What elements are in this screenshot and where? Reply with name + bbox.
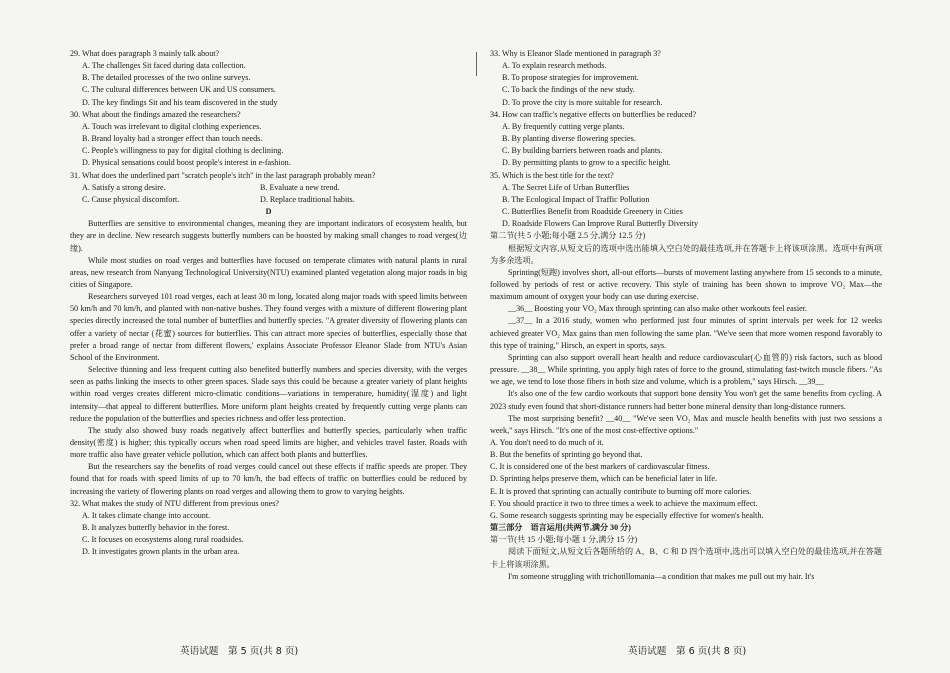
question-line: A. To explain research methods. [502, 61, 607, 71]
question-line: D. To prove the city is more suitable for research. [502, 97, 663, 107]
q31-options-row [70, 182, 467, 194]
passage-paragraph: __37__ In a 2016 study, women who performed just four minutes of sprint intervals per week for 12 weeks achieved greater VO₂ Max gains than men following the same plan. "We've seen that more women respond favorably to this type of training," Hirsch, an expert in sports, says. [490, 316, 882, 350]
section-subheading: 第一节(共 15 小题;每小题 1 分,满分 15 分) [490, 535, 638, 545]
question-line: 35. Which is the best title for the text? [490, 170, 614, 180]
question-line: B. It analyzes butterfly behavior in the forest. [82, 523, 230, 533]
option-text: D. Replace traditional habits. [260, 194, 355, 204]
passage-paragraph: Sprinting(短跑) involves short, all-out efforts—bursts of movement lasting anywhere from 15 seconds to a minute, followed by periods of rest or active recovery. This style of training has been shown to improve VO₂ Max—the maximum amount of oxygen your body can use during exercise. [490, 267, 882, 302]
question-line: 31. What does the underlined part "scratch people's itch" in the last paragraph probably mean? [70, 170, 376, 180]
question-line: D. Roadside Flowers Can Improve Rural Butterfly Diversity [502, 219, 699, 229]
question-line: 第二节(共 5 小题;每小题 2.5 分,满分 12.5 分) [490, 231, 646, 241]
question-line: A. The challenges Sit faced during data collection. [82, 61, 246, 71]
passage-paragraph: Butterflies are sensitive to environmental changes, meaning they are important indicators of ecosystem health, but they are in decline. New research suggests butterfly numbers can be boosted by making small changes to road verges(边缘). [70, 219, 467, 253]
question-line: C. It focuses on ecosystems along rural roadsides. [82, 535, 244, 545]
question-line: B. The Ecological Impact of Traffic Pollution [502, 194, 650, 204]
page-footer-left: 英语试题 第 5 页(共 8 页) [180, 646, 299, 657]
question-line: 29. What does paragraph 3 mainly talk about? [70, 49, 220, 58]
question-line: C. People's willingness to pay for digital clothing is declining. [82, 146, 284, 156]
section-heading: 第三部分 语言运用(共两节,满分 30 分) [490, 523, 631, 533]
option-text: B. Evaluate a new trend. [260, 182, 340, 192]
question-line: B. Brand loyalty had a stronger effect than touch needs. [82, 134, 263, 144]
question-line: A. The Secret Life of Urban Butterflies [502, 182, 630, 192]
option-line: D. Sprinting helps preserve them, which can be beneficial later in life. [490, 474, 717, 484]
instructions: 阅读下面短文,从短文后各题所给的 A、B、C 和 D 四个选项中,选出可以填入空白处的最佳选项,并在答题卡上将该项涂黑。 [490, 547, 882, 569]
question-line: A. Touch was irrelevant to digital clothing experiences. [82, 121, 262, 131]
option-line: B. But the benefits of sprinting go beyond that. [490, 450, 643, 460]
option-line: C. It is considered one of the best markers of cardiovascular fitness. [490, 462, 710, 472]
option-line: F. You should practice it two to three times a week to achieve the maximum effect. [490, 498, 758, 508]
passage-paragraph: The most surprising benefit? __40__ "We've seen VO₂ Max and muscle health benefits with just two sessions a week," says Hirsch. "It's one of the most cost-effective options." [490, 413, 882, 435]
passage-paragraph: But the researchers say the benefits of road verges could cancel out these effects if traffic speeds are proper. They found that for roads with speed limits of up to 70 km/h, the bad effects of traffic on butterflies could be reduced by increasing the variety of flowering plants on road verges and allowing them to grow to varying heights. [70, 462, 467, 496]
question-line: C. Butterflies Benefit from Roadside Greenery in Cities [502, 207, 683, 217]
option-text: C. Cause physical discomfort. [82, 194, 180, 204]
question-line: 32. What makes the study of NTU different from previous ones? [70, 498, 279, 508]
passage-paragraph: __36__ Boosting your VO₂ Max through sprinting can also make other workouts feel easier. [508, 304, 807, 314]
option-line: A. You don't need to do much of it. [490, 438, 604, 447]
question-line: A. It takes climate change into account. [82, 510, 211, 520]
question-line: 30. What about the findings amazed the researchers? [70, 109, 241, 119]
question-line: 34. How can traffic's negative effects on butterflies be reduced? [490, 109, 697, 119]
right-column [490, 48, 882, 583]
question-line: D. Physical sensations could boost people's interest in e-fashion. [82, 158, 291, 168]
question-line: C. By building barriers between roads and plants. [502, 146, 663, 156]
passage-paragraph: While most studies on road verges and butterflies have focused on temperate climates with natural plants in rural areas, new research from Nanyang Technological University(NTU) examined planted vegetation along major roads in big cities of Singapore. [70, 255, 467, 289]
question-line: D. It investigates grown plants in the urban area. [82, 547, 240, 557]
page-footer-right: 英语试题 第 6 页(共 8 页) [628, 646, 747, 657]
option-line: E. It is proved that sprinting can actually contribute to burning off more calories. [490, 486, 752, 496]
question-line: B. The detailed processes of the two online surveys. [82, 73, 251, 83]
question-line: D. By permitting plants to grow to a specific height. [502, 158, 671, 168]
left-column [70, 48, 467, 559]
passage-paragraph: 根据短文内容,从短文后的选项中选出能填入空白处的最佳选项,并在答题卡上将该项涂黑。选项中有两项为多余选项。 [490, 243, 882, 265]
question-line: B. To propose strategies for improvement. [502, 73, 639, 83]
question-line: B. By planting diverse flowering species. [502, 134, 636, 144]
question-line: C. To back the findings of the new study. [502, 85, 635, 95]
section-letter: D [265, 207, 272, 217]
question-line: D. The key findings Sit and his team discovered in the study [82, 97, 278, 107]
passage-paragraph: Sprinting can also support overall heart health and reduce cardiovascular(心血管的) risk factors, such as blood pressure. __38__ While sprinting, you apply high rates of force to the ground, stimulating fast-twitch muscle fibers. "As we age, we tend to lose those fibers in both size and volume, which is a problem," says Hirsch. __39__ [490, 352, 882, 387]
question-line: 33. Why is Eleanor Slade mentioned in paragraph 3? [490, 49, 661, 58]
option-text: A. Satisfy a strong desire. [82, 182, 166, 192]
question-line: C. The cultural differences between UK and US consumers. [82, 85, 276, 95]
column-divider [476, 52, 477, 76]
passage-paragraph: I'm someone struggling with trichotillomania—a condition that makes me pull out my hair. It's [508, 571, 815, 581]
option-line: G. Some research suggests sprinting may be especially effective for women's health. [490, 510, 764, 520]
passage-paragraph: Selective thinning and less frequent cutting also benefited butterfly numbers and species diversity, with the verges seen as paths linking the insects to other green spaces. Slade says this could be because a greater variety of plant heights within road verges creates different micro-climatic conditions—variations in temperature, humidity(湿度) and light intensity—that appeal to different butterflies. More uniform plant heights created by frequently cutting verge plants can reduce the population of the butterflies and species richness and offer less protection. [70, 365, 467, 423]
question-line: A. By frequently cutting verge plants. [502, 121, 625, 131]
passage-paragraph: It's also one of the few cardio workouts that support bone density You won't get the same benefits from cycling. A 2023 study even found that short-distance runners had better bone mineral density than long-distance runners. [490, 389, 882, 411]
passage-paragraph: The study also showed busy roads negatively affect butterflies and butterfly species, particularly when traffic density(密度) is higher; this typically occurs when road speed limits are higher, and vehicles travel faster. Roads with more traffic also have greater vehicle pollution, which can affect both plants and butterflies. [70, 425, 467, 460]
q31-options-row [70, 194, 467, 206]
passage-paragraph: Researchers surveyed 101 road verges, each at least 30 m long, located along major roads with speed limits between 50 km/h and 70 km/h, and planted with non-native bushes. They found verges with a mixture of different flowering plant species directly increased the total number of butterflies and butterfly species. "A greater diversity of flowering plants can offer a variety of nectar (花蜜) sources for butterflies. This can attract more species of butterflies, especially those that prefer a broad range of nectar from different flowers,' explains Associate Professor Eleanor Slade from NTU's Asian School of the Environment. [70, 292, 467, 362]
